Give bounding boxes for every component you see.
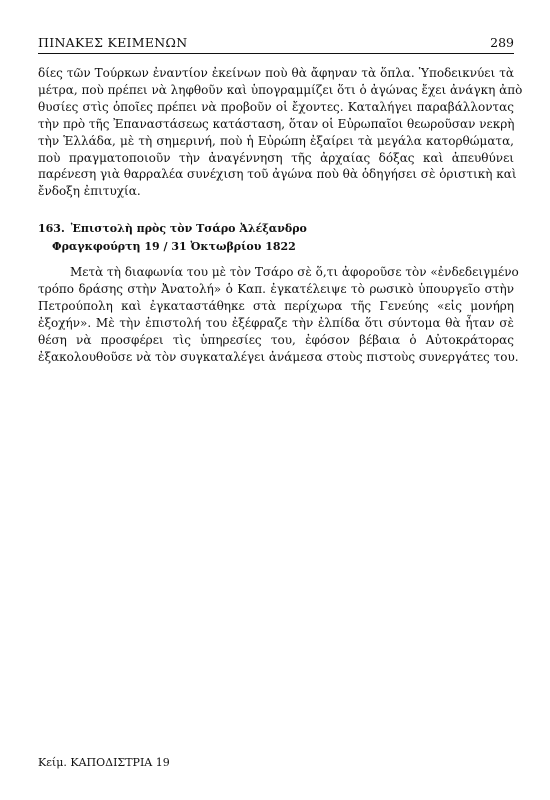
document-title: Ἐπιστολὴ πρὸς τὸν Τσάρο Ἀλέξανδρο <box>70 222 307 235</box>
text-line: θυσίες στὶς ὁποῖες πρέπει νὰ προβοῦν οἱ ἔχοντες. Καταλήγει παραβάλλοντας <box>38 99 514 114</box>
text-line: ποὺ πραγματοποιοῦν τὴν ἀναγέννηση τῆς ἀρχαίας δόξας καὶ ἀπευθύνει <box>38 150 514 165</box>
text-line: θέση νὰ προσφέρει τὶς ὑπηρεσίες του, ἐφόσον βέβαια ὁ Αὐτοκράτορας <box>38 333 514 347</box>
text-line: δίες τῶν Τούρκων ἐναντίον ἐκείνων ποὺ θὰ ἄφηναν τὰ ὅπλα. Ὑποδεικνύει τὰ <box>38 66 514 80</box>
signature-mark: Κείμ. ΚΑΠΟΔΙΣΤΡΙΑ 19 <box>38 756 170 769</box>
header-rule <box>38 53 514 54</box>
commentary-paragraph <box>38 264 519 366</box>
document-heading <box>38 220 514 256</box>
text-line: παρένεση γιὰ θαρραλέα συνέχιση τοῦ ἀγώνα ποὺ θὰ ὁδηγήσει σὲ ὁριστικὴ καὶ <box>38 167 517 182</box>
document-place-date: Φραγκφούρτη 19 / 31 Ὀκτωβρίου 1822 <box>52 240 296 253</box>
text-line: τρόπο δράσης στὴν Ἀνατολή» ὁ Καπ. ἐγκατέλειψε τὸ ρωσικὸ ὑπουργεῖο στὴν <box>38 282 514 296</box>
text-line: ἔνδοξη ἐπιτυχία. <box>38 184 141 199</box>
summary-paragraph <box>38 65 523 200</box>
text-line: Πετρούπολη καὶ ἐγκαταστάθηκε στὰ περίχωρα τῆς Γενεύης «εἰς μονήρη <box>38 299 514 313</box>
running-title: ΠΙΝΑΚΕΣ ΚΕΙΜΕΝΩΝ <box>38 35 188 50</box>
text-line: μέτρα, ποὺ πρέπει νὰ ληφθοῦν καὶ ὑπογραμμίζει ὅτι ὁ ἀγώνας ἔχει ἀνάγκη ἀπὸ <box>38 82 523 97</box>
text-line: ἐξοχήν». Μὲ τὴν ἐπιστολή του ἐξέφραζε τὴν ἐλπίδα ὅτι σύντομα θὰ ἦταν σὲ <box>38 316 514 330</box>
text-line: Μετὰ τὴ διαφωνία του μὲ τὸν Τσάρο σὲ ὅ,τι ἀφοροῦσε τὸν «ἐνδεδειγμένο <box>70 265 519 279</box>
document-number: 163. <box>38 222 65 235</box>
text-line: τὴν Ἑλλάδα, μὲ τὴ σημερινή, ποὺ ἡ Εὐρώπη ἐξαίρει τὰ μεγάλα κατορθώματα, <box>38 133 514 148</box>
page-number: 289 <box>490 35 514 50</box>
running-header <box>38 35 514 55</box>
text-line: τὴν πρὸ τῆς Ἐπαναστάσεως κατάσταση, ὅταν οἱ Εὐρωπαῖοι θεωροῦσαν νεκρὴ <box>38 116 515 131</box>
text-line: ἐξακολουθοῦσε νὰ τὸν συγκαταλέγει ἀνάμεσα στοὺς πιστοὺς συνεργάτες του. <box>38 350 519 364</box>
